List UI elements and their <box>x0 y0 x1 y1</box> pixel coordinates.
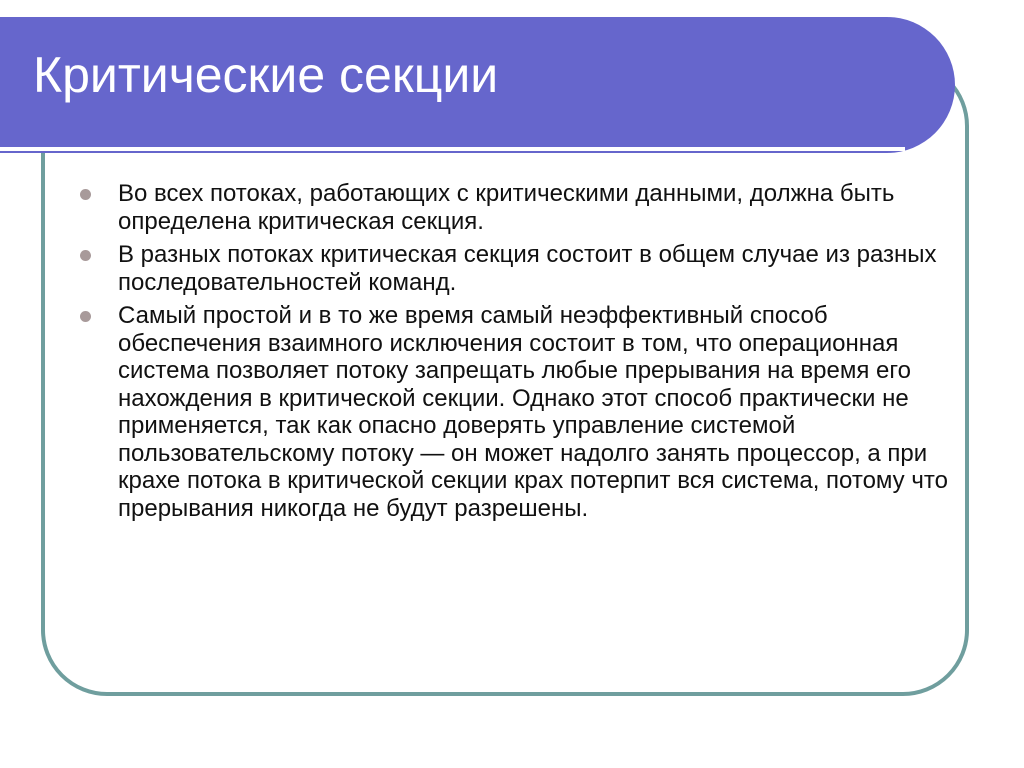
bullet-item <box>80 302 950 522</box>
slide-title: Критические секции <box>33 47 499 103</box>
title-underline <box>0 147 905 151</box>
bullet-dot-icon <box>80 189 91 200</box>
bullet-item <box>80 241 950 296</box>
bullet-dot-icon <box>80 311 91 322</box>
bullet-text: Во всех потоках, работающих с критическими данными, должна быть определена критическая секция. <box>118 180 895 235</box>
bullet-text: В разных потоках критическая секция состоит в общем случае из разных последовательностей команд. <box>118 241 937 296</box>
bullet-item <box>80 180 950 235</box>
bullet-dot-icon <box>80 250 91 261</box>
bullet-list <box>80 180 950 528</box>
bullet-text: Самый простой и в то же время самый неэффективный способ обеспечения взаимного исключения состоит в том, что операционная система позволяет потоку запрещать любые прерывания на время его нахождения в критической секции. Однако этот способ практически не применяется, так как опасно доверять управление системой пользовательскому потоку — он может надолго занять процессор, а при крахе потока в критической секции крах потерпит вся система, потому что прерывания никогда не будут разрешены. <box>118 302 948 522</box>
